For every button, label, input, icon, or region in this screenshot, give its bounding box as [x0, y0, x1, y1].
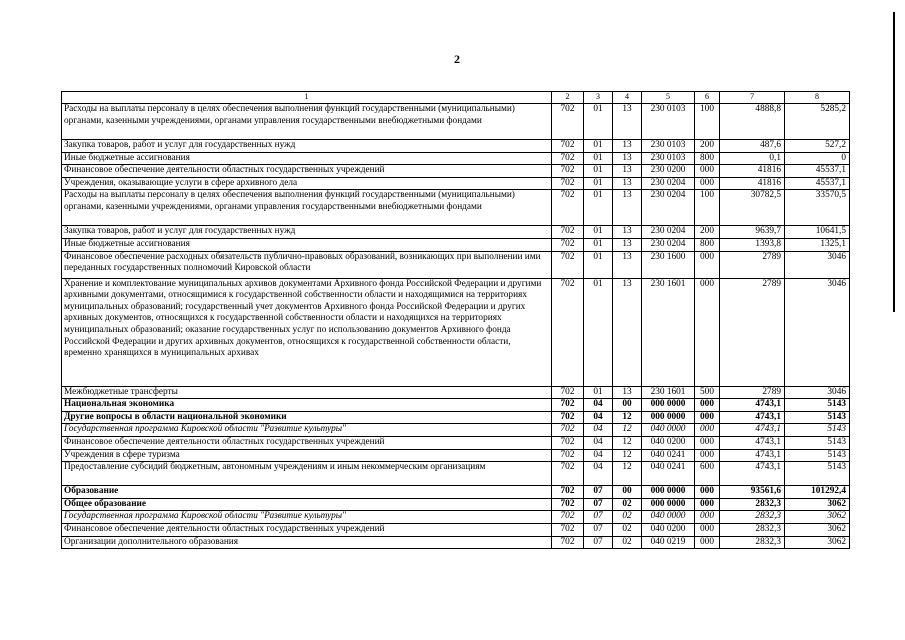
- description-cell: Образование: [62, 486, 552, 499]
- sum-2015-cell: 527,2: [785, 140, 850, 153]
- expense-type-cell: 600: [695, 462, 720, 486]
- sum-2015-cell: 3046: [785, 278, 850, 386]
- table-row: [62, 278, 850, 386]
- expense-type-cell: 100: [695, 104, 720, 140]
- target-article-cell: 230 1600: [642, 251, 695, 278]
- grbs-cell: 702: [552, 152, 584, 165]
- target-article-cell: 230 0204: [642, 238, 695, 251]
- grbs-cell: 702: [552, 104, 584, 140]
- header-cell: 1: [62, 92, 552, 104]
- target-article-cell: 230 1601: [642, 386, 695, 399]
- sum-2015-cell: 3062: [785, 498, 850, 511]
- expense-type-cell: 000: [695, 486, 720, 499]
- table-row: [62, 104, 850, 140]
- description-cell: Иные бюджетные ассигнования: [62, 152, 552, 165]
- sum-2014-cell: 4743,1: [720, 424, 785, 437]
- target-article-cell: 000 0000: [642, 399, 695, 412]
- sum-2015-cell: 3046: [785, 251, 850, 278]
- expense-type-cell: 200: [695, 226, 720, 239]
- budget-table: [61, 91, 850, 549]
- expense-type-cell: 000: [695, 411, 720, 424]
- target-article-cell: 000 0000: [642, 411, 695, 424]
- sum-2014-cell: 41816: [720, 165, 785, 178]
- sum-2015-cell: 1325,1: [785, 238, 850, 251]
- section-cell: 01: [584, 278, 613, 386]
- target-article-cell: 040 0200: [642, 523, 695, 536]
- target-article-cell: 040 0200: [642, 436, 695, 449]
- subsection-cell: 13: [613, 140, 642, 153]
- sum-2015-cell: 3062: [785, 523, 850, 536]
- description-cell: Национальная экономика: [62, 399, 552, 412]
- description-cell: Закупка товаров, работ и услуг для государственных нужд: [62, 226, 552, 239]
- table-row: [62, 399, 850, 412]
- sum-2015-cell: 5143: [785, 411, 850, 424]
- table-row: [62, 523, 850, 536]
- target-article-cell: 230 0200: [642, 165, 695, 178]
- description-cell: Учреждения, оказывающие услуги в сфере архивного дела: [62, 177, 552, 190]
- description-cell: Расходы на выплаты персоналу в целях обеспечения выполнения функций государственными (муниципальными) органами, казенными учреждениями, органами управления государственными внебюджетными фондами: [62, 104, 552, 140]
- subsection-cell: 12: [613, 449, 642, 462]
- table-body: [62, 104, 850, 549]
- header-cell: 5: [642, 92, 695, 104]
- section-cell: 01: [584, 140, 613, 153]
- sum-2015-cell: 10641,5: [785, 226, 850, 239]
- edge-rule: [893, 12, 895, 312]
- sum-2015-cell: 5143: [785, 424, 850, 437]
- sum-2015-cell: 3046: [785, 386, 850, 399]
- section-cell: 01: [584, 177, 613, 190]
- target-article-cell: 040 0241: [642, 462, 695, 486]
- table-row: [62, 165, 850, 178]
- target-article-cell: 000 0000: [642, 498, 695, 511]
- sum-2015-cell: 5143: [785, 436, 850, 449]
- target-article-cell: 230 0204: [642, 226, 695, 239]
- expense-type-cell: 000: [695, 536, 720, 549]
- section-cell: 04: [584, 424, 613, 437]
- expense-type-cell: 000: [695, 424, 720, 437]
- expense-type-cell: 000: [695, 498, 720, 511]
- table-row: [62, 140, 850, 153]
- table-row: [62, 238, 850, 251]
- expense-type-cell: 800: [695, 152, 720, 165]
- sum-2014-cell: 2789: [720, 278, 785, 386]
- header-cell: 3: [584, 92, 613, 104]
- target-article-cell: 040 0000: [642, 424, 695, 437]
- sum-2014-cell: 2832,3: [720, 498, 785, 511]
- sum-2015-cell: 45537,1: [785, 177, 850, 190]
- table-row: [62, 436, 850, 449]
- sum-2014-cell: 1393,8: [720, 238, 785, 251]
- target-article-cell: 000 0000: [642, 486, 695, 499]
- table-row: [62, 177, 850, 190]
- sum-2015-cell: 0: [785, 152, 850, 165]
- expense-type-cell: 000: [695, 165, 720, 178]
- description-cell: Закупка товаров, работ и услуг для государственных нужд: [62, 140, 552, 153]
- description-cell: Общее образование: [62, 498, 552, 511]
- subsection-cell: 02: [613, 511, 642, 524]
- expense-type-cell: 000: [695, 251, 720, 278]
- grbs-cell: 702: [552, 140, 584, 153]
- sum-2014-cell: 487,6: [720, 140, 785, 153]
- description-cell: Финансовое обеспечение деятельности областных государственных учреждений: [62, 165, 552, 178]
- target-article-cell: 230 0204: [642, 190, 695, 226]
- section-cell: 04: [584, 411, 613, 424]
- section-cell: 01: [584, 165, 613, 178]
- subsection-cell: 00: [613, 399, 642, 412]
- sum-2015-cell: 5143: [785, 449, 850, 462]
- table-row: [62, 424, 850, 437]
- description-cell: Организации дополнительного образования: [62, 536, 552, 549]
- grbs-cell: 702: [552, 511, 584, 524]
- description-cell: Хранение и комплектование муниципальных архивов документами Архивного фонда Российской Федерации и другими архивными документами, относящимися к государственной собственности области и находящимися на территориях муниципальных образований; государственный учет документов Архивного фонда Российской Федерации и других архивных документов, относящихся к государственной собственности области и находящихся на территориях муниципальных образований; оказание государственных услуг по использованию документов Архивного фонда Российской Федерации и других архивных документов, относящихся к государственной собственности области, временно хранящихся в муниципальных архивах: [62, 278, 552, 386]
- grbs-cell: 702: [552, 238, 584, 251]
- subsection-cell: 13: [613, 177, 642, 190]
- description-cell: Межбюджетные трансферты: [62, 386, 552, 399]
- subsection-cell: 02: [613, 498, 642, 511]
- header-cell: 4: [613, 92, 642, 104]
- subsection-cell: 13: [613, 251, 642, 278]
- header-cell: 6: [695, 92, 720, 104]
- description-cell: Иные бюджетные ассигнования: [62, 238, 552, 251]
- section-cell: 07: [584, 523, 613, 536]
- grbs-cell: 702: [552, 462, 584, 486]
- expense-type-cell: 000: [695, 278, 720, 386]
- expense-type-cell: 000: [695, 177, 720, 190]
- grbs-cell: 702: [552, 411, 584, 424]
- description-cell: Финансовое обеспечение расходных обязательств публично-правовых образований, возникающих при выполнении ими переданных государственных полномочий Кировской области: [62, 251, 552, 278]
- section-cell: 07: [584, 511, 613, 524]
- target-article-cell: 230 1601: [642, 278, 695, 386]
- sum-2014-cell: 0,1: [720, 152, 785, 165]
- section-cell: 07: [584, 486, 613, 499]
- grbs-cell: 702: [552, 498, 584, 511]
- grbs-cell: 702: [552, 278, 584, 386]
- section-cell: 01: [584, 190, 613, 226]
- section-cell: 01: [584, 104, 613, 140]
- section-cell: 07: [584, 498, 613, 511]
- target-article-cell: 230 0103: [642, 140, 695, 153]
- description-cell: Финансовое обеспечение деятельности областных государственных учреждений: [62, 436, 552, 449]
- sum-2015-cell: 5143: [785, 462, 850, 486]
- section-cell: 01: [584, 226, 613, 239]
- description-cell: Другие вопросы в области национальной экономики: [62, 411, 552, 424]
- section-cell: 01: [584, 152, 613, 165]
- sum-2014-cell: 2789: [720, 251, 785, 278]
- sum-2015-cell: 5285,2: [785, 104, 850, 140]
- expense-type-cell: 000: [695, 436, 720, 449]
- subsection-cell: 00: [613, 486, 642, 499]
- expense-type-cell: 800: [695, 238, 720, 251]
- description-cell: Финансовое обеспечение деятельности областных государственных учреждений: [62, 523, 552, 536]
- expense-type-cell: 500: [695, 386, 720, 399]
- subsection-cell: 12: [613, 436, 642, 449]
- sum-2014-cell: 30782,5: [720, 190, 785, 226]
- section-cell: 04: [584, 462, 613, 486]
- table-row: [62, 449, 850, 462]
- section-cell: 01: [584, 386, 613, 399]
- grbs-cell: 702: [552, 226, 584, 239]
- table-row: [62, 226, 850, 239]
- sum-2015-cell: 33570,5: [785, 190, 850, 226]
- subsection-cell: 12: [613, 424, 642, 437]
- grbs-cell: 702: [552, 190, 584, 226]
- target-article-cell: 230 0204: [642, 177, 695, 190]
- sum-2014-cell: 41816: [720, 177, 785, 190]
- sum-2014-cell: 4743,1: [720, 411, 785, 424]
- target-article-cell: 230 0103: [642, 152, 695, 165]
- subsection-cell: 12: [613, 462, 642, 486]
- grbs-cell: 702: [552, 251, 584, 278]
- subsection-cell: 13: [613, 226, 642, 239]
- section-cell: 04: [584, 449, 613, 462]
- table-row: [62, 190, 850, 226]
- sum-2014-cell: 2832,3: [720, 511, 785, 524]
- sum-2014-cell: 4743,1: [720, 449, 785, 462]
- sum-2015-cell: 45537,1: [785, 165, 850, 178]
- subsection-cell: 12: [613, 411, 642, 424]
- target-article-cell: 040 0219: [642, 536, 695, 549]
- sum-2014-cell: 4888,8: [720, 104, 785, 140]
- header-cell: 7: [720, 92, 785, 104]
- grbs-cell: 702: [552, 424, 584, 437]
- expense-type-cell: 000: [695, 523, 720, 536]
- table-row: [62, 251, 850, 278]
- subsection-cell: 13: [613, 238, 642, 251]
- section-cell: 01: [584, 251, 613, 278]
- grbs-cell: 702: [552, 165, 584, 178]
- subsection-cell: 13: [613, 104, 642, 140]
- sum-2015-cell: 5143: [785, 399, 850, 412]
- expense-type-cell: 200: [695, 140, 720, 153]
- target-article-cell: 230 0103: [642, 104, 695, 140]
- target-article-cell: 040 0241: [642, 449, 695, 462]
- sum-2015-cell: 3062: [785, 511, 850, 524]
- table-row: [62, 411, 850, 424]
- grbs-cell: 702: [552, 523, 584, 536]
- sum-2014-cell: 9639,7: [720, 226, 785, 239]
- table-row: [62, 498, 850, 511]
- grbs-cell: 702: [552, 449, 584, 462]
- subsection-cell: 02: [613, 523, 642, 536]
- section-cell: 07: [584, 536, 613, 549]
- table-row: [62, 462, 850, 486]
- table-row: [62, 152, 850, 165]
- sum-2014-cell: 2832,3: [720, 523, 785, 536]
- expense-type-cell: 000: [695, 511, 720, 524]
- description-cell: Государственная программа Кировской области "Развитие культуры": [62, 511, 552, 524]
- grbs-cell: 702: [552, 486, 584, 499]
- expense-type-cell: 100: [695, 190, 720, 226]
- section-cell: 04: [584, 436, 613, 449]
- subsection-cell: 13: [613, 165, 642, 178]
- description-cell: Расходы на выплаты персоналу в целях обеспечения выполнения функций государственными (муниципальными) органами, казенными учреждениями, органами управления государственными внебюджетными фондами: [62, 190, 552, 226]
- table-row: [62, 386, 850, 399]
- header-cell: 2: [552, 92, 584, 104]
- sum-2015-cell: 3062: [785, 536, 850, 549]
- section-cell: 01: [584, 238, 613, 251]
- expense-type-cell: 000: [695, 399, 720, 412]
- grbs-cell: 702: [552, 386, 584, 399]
- sum-2014-cell: 4743,1: [720, 399, 785, 412]
- target-article-cell: 040 0000: [642, 511, 695, 524]
- table-row: [62, 486, 850, 499]
- page-number: 2: [454, 52, 460, 66]
- sum-2014-cell: 4743,1: [720, 436, 785, 449]
- sum-2014-cell: 2832,3: [720, 536, 785, 549]
- subsection-cell: 13: [613, 278, 642, 386]
- header-cell: 8: [785, 92, 850, 104]
- subsection-cell: 13: [613, 152, 642, 165]
- sum-2014-cell: 4743,1: [720, 462, 785, 486]
- table-row: [62, 536, 850, 549]
- description-cell: Государственная программа Кировской области "Развитие культуры": [62, 424, 552, 437]
- sum-2014-cell: 2789: [720, 386, 785, 399]
- sum-2014-cell: 93561,6: [720, 486, 785, 499]
- grbs-cell: 702: [552, 399, 584, 412]
- grbs-cell: 702: [552, 536, 584, 549]
- grbs-cell: 702: [552, 177, 584, 190]
- section-cell: 04: [584, 399, 613, 412]
- subsection-cell: 02: [613, 536, 642, 549]
- subsection-cell: 13: [613, 190, 642, 226]
- expense-type-cell: 000: [695, 449, 720, 462]
- description-cell: Предоставление субсидий бюджетным, автономным учреждениям и иным некоммерческим организациям: [62, 462, 552, 486]
- description-cell: Учреждения в сфере туризма: [62, 449, 552, 462]
- subsection-cell: 13: [613, 386, 642, 399]
- table-row: [62, 511, 850, 524]
- header-row: [62, 92, 850, 104]
- sum-2015-cell: 101292,4: [785, 486, 850, 499]
- grbs-cell: 702: [552, 436, 584, 449]
